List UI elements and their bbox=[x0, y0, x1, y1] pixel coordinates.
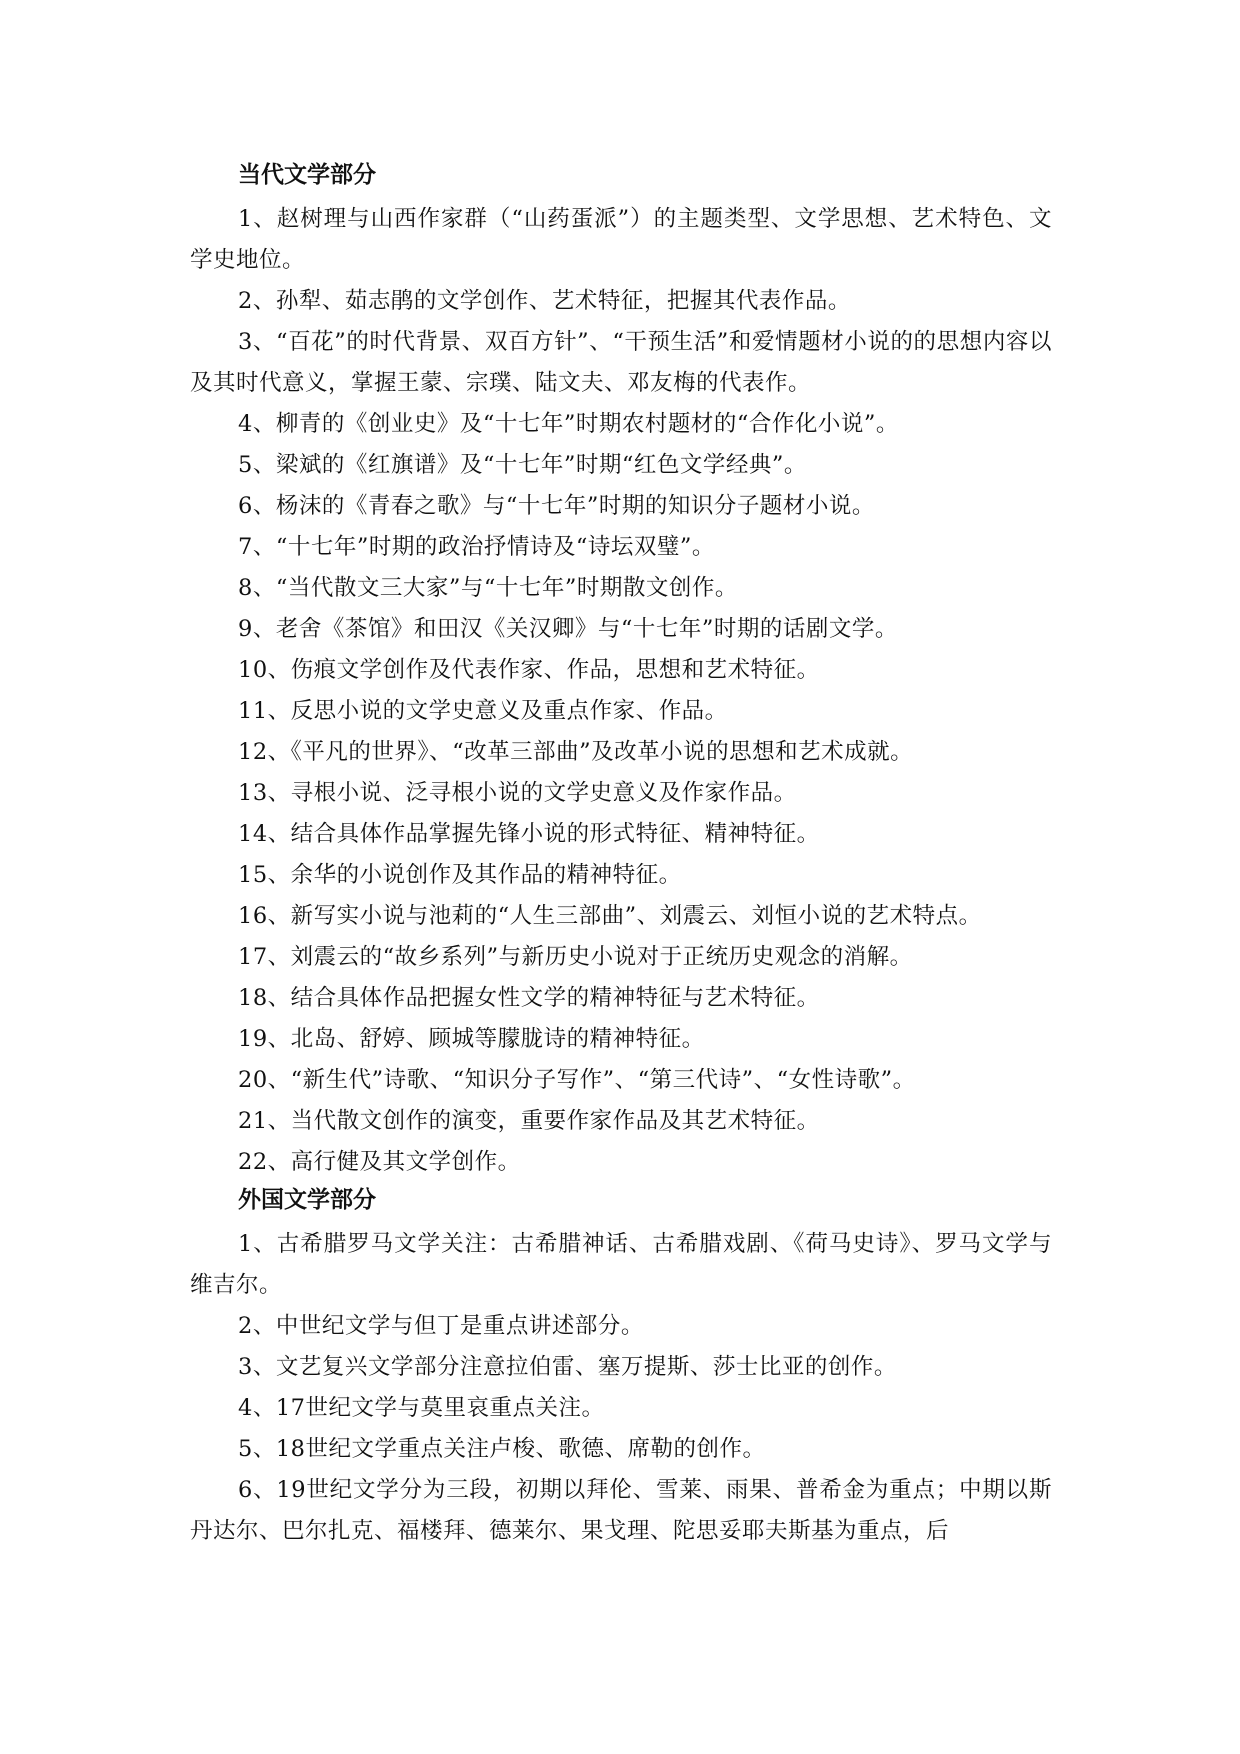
section-heading-contemporary: 当代文学部分 bbox=[238, 161, 376, 188]
list-item: 6、杨沫的《青春之歌》与“十七年”时期的知识分子题材小说。 bbox=[238, 493, 875, 519]
list-item: 13、寻根小说、泛寻根小说的文学史意义及作家作品。 bbox=[238, 780, 797, 806]
list-item: 5、梁斌的《红旗谱》及“十七年”时期“红色文学经典”。 bbox=[238, 452, 807, 478]
list-item: 17、刘震云的“故乡系列”与新历史小说对于正统历史观念的消解。 bbox=[238, 944, 913, 970]
list-item: 2、中世纪文学与但丁是重点讲述部分。 bbox=[238, 1313, 644, 1339]
section-heading-foreign: 外国文学部分 bbox=[238, 1186, 376, 1213]
list-item: 9、老舍《茶馆》和田汉《关汉卿》与“十七年”时期的话剧文学。 bbox=[238, 616, 898, 642]
list-item: 18、结合具体作品把握女性文学的精神特征与艺术特征。 bbox=[238, 985, 820, 1011]
list-item: 7、“十七年”时期的政治抒情诗及“诗坛双璧”。 bbox=[238, 534, 715, 560]
list-item: 4、17世纪文学与莫里哀重点关注。 bbox=[238, 1395, 605, 1421]
list-item: 15、余华的小说创作及其作品的精神特征。 bbox=[238, 862, 682, 888]
list-item: 3、文艺复兴文学部分注意拉伯雷、塞万提斯、莎士比亚的创作。 bbox=[238, 1354, 897, 1380]
list-item: 6、19世纪文学分为三段，初期以拜伦、雪莱、雨果、普希金为重点；中期以斯丹达尔、巴尔扎克、福楼拜、德莱尔、果戈理、陀思妥耶夫斯基为重点，后 bbox=[190, 1477, 1052, 1544]
list-item: 11、反思小说的文学史意义及重点作家、作品。 bbox=[238, 698, 728, 724]
list-item: 10、伤痕文学创作及代表作家、作品，思想和艺术特征。 bbox=[238, 657, 820, 683]
list-item: 8、“当代散文三大家”与“十七年”时期散文创作。 bbox=[238, 575, 738, 601]
list-item: 5、18世纪文学重点关注卢梭、歌德、席勒的创作。 bbox=[238, 1436, 766, 1462]
list-item: 16、新写实小说与池莉的“人生三部曲”、刘震云、刘恒小说的艺术特点。 bbox=[238, 903, 982, 929]
list-item: 20、“新生代”诗歌、“知识分子写作”、“第三代诗”、“女性诗歌”。 bbox=[238, 1067, 916, 1093]
list-item: 2、孙犁、茹志鹃的文学创作、艺术特征，把握其代表作品。 bbox=[238, 288, 851, 314]
list-item: 21、当代散文创作的演变，重要作家作品及其艺术特征。 bbox=[238, 1108, 820, 1134]
list-item: 1、赵树理与山西作家群（“山药蛋派”）的主题类型、文学思想、艺术特色、文学史地位。 bbox=[190, 206, 1052, 273]
document-body bbox=[190, 158, 1052, 1552]
list-item: 12、《平凡的世界》、“改革三部曲”及改革小说的思想和艺术成就。 bbox=[238, 739, 914, 765]
list-item: 22、高行健及其文学创作。 bbox=[238, 1149, 521, 1175]
list-item: 14、结合具体作品掌握先锋小说的形式特征、精神特征。 bbox=[238, 821, 820, 847]
list-item: 3、“百花”的时代背景、双百方针”、“干预生活”和爱情题材小说的的思想内容以及其时代意义，掌握王蒙、宗璞、陆文夫、邓友梅的代表作。 bbox=[190, 329, 1052, 396]
list-item: 1、古希腊罗马文学关注：古希腊神话、古希腊戏剧、《荷马史诗》、罗马文学与维吉尔。 bbox=[190, 1231, 1052, 1298]
list-item: 19、北岛、舒婷、顾城等朦胧诗的精神特征。 bbox=[238, 1026, 705, 1052]
list-item: 4、柳青的《创业史》及“十七年”时期农村题材的“合作化小说”。 bbox=[238, 411, 899, 437]
